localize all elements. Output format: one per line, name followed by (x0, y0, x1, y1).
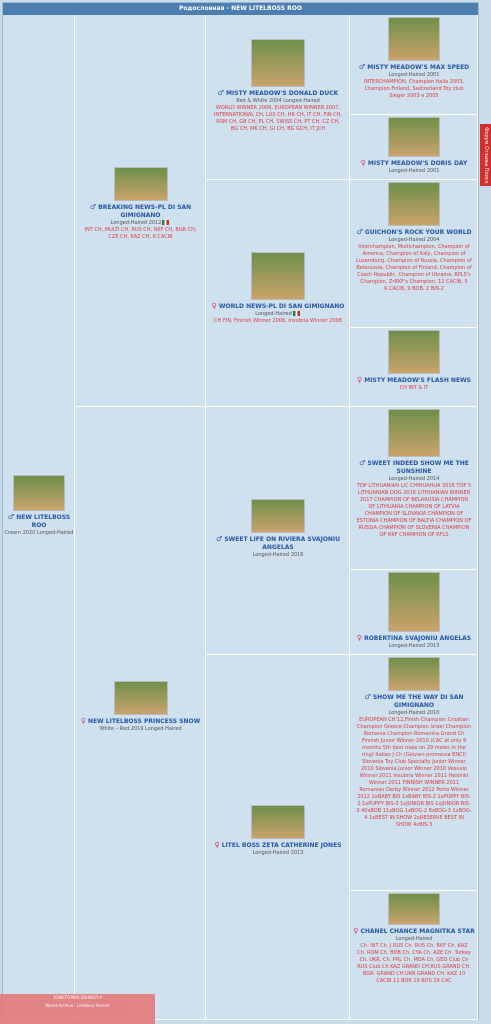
male-icon: ♂ (359, 459, 366, 467)
generation-1-column-dam (75, 407, 206, 1020)
dog-name-link[interactable]: MISTY MEADOW'S FLASH NEWS (364, 377, 471, 384)
pedigree-cell-ds[interactable] (206, 499, 350, 559)
generation-3-cell-dds (350, 655, 478, 891)
dog-photo[interactable] (388, 117, 440, 157)
generation-2-cell-sd (206, 180, 350, 407)
flag-icon (162, 220, 169, 225)
female-icon: ♀ (356, 376, 363, 384)
dog-meta: Longed-Haired 2001 (388, 72, 440, 78)
female-icon: ♀ (356, 634, 362, 642)
dog-meta: Longed-Haired 2014 (388, 476, 440, 482)
popup-line-1: ЗОФЕТОЛКИ ЗОНВОЛ.А (52, 995, 102, 1000)
bottom-popup[interactable] (0, 994, 155, 1024)
dog-photo[interactable] (388, 330, 440, 374)
dog-titles: Ch. INT Ch. J RUS Ch. RUS Ch. RKF Ch. KAZ Ch. ROM Ch. BOB Ch. CYA Ch. AZE Ch. Turkey Ch. UKR, Ch. PRL Ch. MDA Ch. GEO Club Ch RUS Club Ch KAZ GRAND CH.RUS GRAND CH. BGR. GRAND CH.UKR GRAND CH. KAZ 10 CACIB 11 BOB 19 BOS 29 CAC (357, 943, 471, 984)
dog-photo[interactable] (251, 499, 305, 533)
dog-name-link[interactable]: WORLD NEWS-PL DI SAN GIMIGNANO (218, 303, 345, 310)
dog-photo[interactable] (388, 409, 440, 457)
side-feedback-button[interactable]: Форум Отзывы Поиск (480, 124, 491, 186)
dog-photo[interactable] (388, 17, 440, 61)
dog-photo[interactable] (114, 681, 168, 715)
page-title: Родословная - NEW LITELBOSS ROO (3, 3, 478, 15)
dog-meta: Longed-Haired (395, 936, 433, 942)
dog-photo[interactable] (13, 475, 65, 511)
pedigree-cell-sss[interactable] (350, 17, 478, 100)
dog-titles: Interchampion, Multichampion, Champion of America, Champion of Italy, Champion of Luxemburg, Champion of Russia, Champion of Belorussia, Champion of Finland, Champion of Czech Republic, Champion of Ukraine, RPL5's Champion, ZrRKF's Champion, 11 CACIB, 5 R.CACIB, 9 BOB, 2 BIS-2 (356, 244, 472, 292)
dog-titles: INT CH, MULTI CH, RUS CH, RKF CH, BGR CH, CZE CH, KAZ CH, 6 CACIB (84, 227, 197, 240)
generation-3-cell-sds (350, 180, 478, 328)
pedigree-cell-sds[interactable] (350, 182, 478, 293)
dog-photo[interactable] (251, 805, 305, 839)
dog-meta: Longed-Haired 2013 (388, 643, 440, 649)
dog-meta: Longed-Haired 2004 (388, 237, 440, 243)
dog-name-link[interactable]: GUICHON'S ROCK YOUR WORLD (364, 229, 472, 236)
dog-photo[interactable] (388, 657, 440, 691)
dog-photo[interactable] (251, 39, 305, 87)
flag-icon (293, 311, 300, 316)
generation-3-cell-dss (350, 407, 478, 570)
pedigree-cell-sd[interactable] (206, 252, 350, 325)
dog-name-link[interactable]: SWEET INDEED SHOW ME THE SUNSHINE (367, 460, 469, 475)
generation-2-cell-ss (206, 15, 350, 180)
dog-meta: White – Red 2019 Longed-Haired (99, 726, 182, 732)
popup-line-2: World Archive · Litelboss Kennel (45, 1003, 110, 1008)
female-icon: ♀ (80, 717, 86, 725)
dog-titles: CH INT & IT (399, 385, 429, 391)
dog-meta: Longed-Haired 2001 (388, 168, 440, 174)
pedigree-frame (2, 2, 479, 1020)
male-icon: ♂ (364, 693, 371, 701)
dog-name-link[interactable]: SHOW ME THE WAY DI SAN GIMIGNANO (372, 694, 464, 709)
generation-3-cell-ddd (350, 891, 478, 1020)
dog-titles: TOP LITHUANIAN L/C CHIHUAHUA 2016 TOP 5 LITHUANIAN DOG 2016 LITHUANIAN WINNER 2017 CHAMPION OF BELARUSIA CHAMPION OF LITHUANIA CHAMPION OF LATVIA CHAMPION OF SLOVAKIA CHAMPION OF ESTONIA CHAMPION OF BALTIA CHAMPION OF RUSSIA CHAMPION OF SLOVENIA CHAMPION OF RKF CHAMPION OF RFLS (356, 483, 472, 538)
dog-name-link[interactable]: BREAKING NEWS-PL DI SAN GIMIGNANO (98, 204, 192, 219)
dog-name-link[interactable]: MISTY MEADOW'S MAX SPEED (367, 64, 470, 71)
pedigree-cell-ssd[interactable] (350, 117, 478, 175)
male-icon: ♂ (217, 89, 224, 97)
dog-titles: INTERCHAMPION, Champion Italia 2003, Champion Finland, Switzerland Toy club Sieger 2003 e 2005 (363, 79, 465, 99)
dog-photo[interactable] (388, 182, 440, 226)
male-icon: ♂ (7, 513, 15, 521)
dog-name-link[interactable]: NEW LITELBOSS PRINCESS SNOW (87, 718, 201, 725)
dog-name-link[interactable]: MISTY MEADOW'S DONALD DUCK (226, 90, 339, 97)
male-icon: ♂ (356, 228, 363, 236)
dog-meta: Longed-Haired 2012 (110, 220, 162, 226)
generation-3-cell-sss (350, 15, 478, 115)
dog-name-link[interactable]: CHANEL CHANCE MAGNITKA STAR (360, 928, 475, 935)
generation-0-column (3, 15, 75, 1020)
dog-name-link[interactable]: LITEL BOSS ZETA CATHERINE JONES (221, 842, 342, 849)
dog-photo[interactable] (251, 252, 305, 300)
pedigree-cell-sire[interactable] (75, 167, 206, 241)
pedigree-cell-ss[interactable] (206, 39, 350, 133)
dog-titles: WORLD WINNER 2009, EUROPEAN WINNER 2007, INTERNATIONAL CH, LUX CH, HR CH, IT CH, FIN CH, RSM CH, GB CH, PL CH, SWISS CH, PT CH, CZ CH, BG CH, MK CH, GI CH, BG GCH, IT JCH (213, 105, 343, 132)
dog-meta: Longed-Haired (255, 311, 292, 317)
generation-2-cell-ds (206, 407, 350, 655)
pedigree-cell-subject[interactable] (3, 475, 75, 537)
female-icon: ♀ (353, 927, 359, 935)
male-icon: ♂ (358, 63, 366, 71)
pedigree-cell-dd[interactable] (206, 805, 350, 857)
female-icon: ♀ (211, 302, 217, 310)
pedigree-cell-dam[interactable] (75, 681, 206, 733)
dog-meta: Cream 2020 Longed-Haired (4, 530, 74, 536)
generation-3-cell-ssd (350, 115, 478, 180)
dog-name-link[interactable]: NEW LITELBOSS ROO (16, 514, 71, 529)
dog-titles: EUROPEAN CH'12,Finish Champion Croatian Champion Greece Champion Israel Champion Romania Champion Romanina Grand Ch Finnish Junior Winner 2010 (CAC at only 9 months 5th best male on 29 males in the ring) Italian J Ch (Giovani promessa ENCI) Slovenia Toy Club Specialty Junior Winner 2010 Slovenia Junior Winner 2010 Vesuvio Winner 2011 Insubria Winner 2011 Helsinki Winner 2011 FINNISH WINNER 2011 Romanian Derby Winner 2012 Porto Winner 2012 2xBABY BIS 1xBABY BIS-2 1xPUPPY BIS-2 1xPUPPY BIS-3 1xJUNIOR BIS 1xJUNIOR BIS-3 40xBOB 11xBOG 1xBOG-2 8xBOG-3 1xBOG-4 1xBEST IN SHOW 2xRESERVE BEST IN SHOW 4xBIS-3 (356, 717, 472, 828)
female-icon: ♀ (360, 159, 366, 167)
pedigree-cell-dss[interactable] (350, 409, 478, 539)
dog-name-link[interactable]: SWEET LIFE ON RIVIERA SVAJONIU ANGELAS (224, 536, 341, 551)
generation-3-cell-dsd (350, 570, 478, 655)
generation-1-column (75, 15, 206, 407)
dog-photo[interactable] (114, 167, 168, 201)
dog-name-link[interactable]: MISTY MEADOW'S DORIS DAY (367, 160, 468, 167)
generation-3-cell-sdd (350, 328, 478, 407)
generation-2-cell-dd (206, 655, 350, 1020)
dog-meta: Red & White 2004 Longed-Haired (236, 98, 320, 104)
dog-meta: Longed-Haired 2010 (388, 710, 440, 716)
dog-photo[interactable] (388, 572, 440, 632)
dog-titles: CH FIN, Finnish Winner 2008, Insubria Winner 2008 (214, 318, 342, 324)
dog-photo[interactable] (388, 893, 440, 925)
dog-meta: Longed-Haired 2013 (252, 850, 304, 856)
dog-meta: Longed-Haired 2016 (252, 552, 304, 558)
pedigree-cell-dsd[interactable] (350, 572, 478, 650)
male-icon: ♂ (215, 535, 223, 543)
pedigree-cell-ddd[interactable] (350, 893, 478, 985)
pedigree-cell-sdd[interactable] (350, 330, 478, 392)
male-icon: ♂ (89, 203, 97, 211)
female-icon: ♀ (214, 841, 220, 849)
pedigree-cell-dds[interactable] (350, 657, 478, 829)
dog-name-link[interactable]: ROBERTINA SVAJONIU ANGELAS (364, 635, 472, 642)
